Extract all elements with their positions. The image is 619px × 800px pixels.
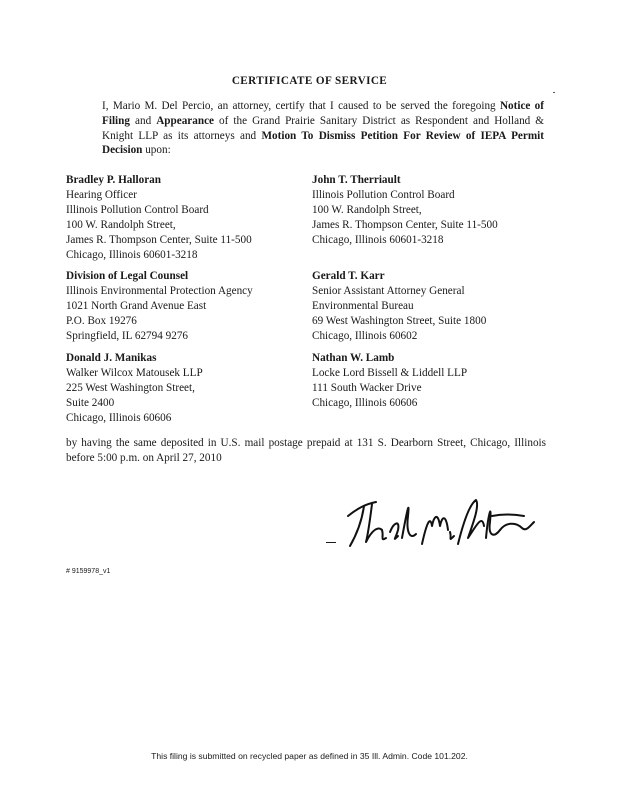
party-line: Illinois Environmental Protection Agency <box>66 284 253 297</box>
party-line: Illinois Pollution Control Board <box>312 188 455 201</box>
party-line: Chicago, Illinois 60602 <box>312 329 418 342</box>
signature-line <box>326 542 336 543</box>
intro-text-1: I, Mario M. Del Percio, an attorney, certify that I caused to be served the foregoing <box>102 100 500 112</box>
party-halloran <box>66 173 252 262</box>
party-line: 69 West Washington Street, Suite 1800 <box>312 314 487 327</box>
party-line: Chicago, Illinois 60601-3218 <box>66 248 198 261</box>
recycled-paper-footer: This filing is submitted on recycled paper as defined in 35 Ill. Admin. Code 101.202. <box>151 751 468 761</box>
document-title: CERTIFICATE OF SERVICE <box>231 75 388 87</box>
party-line: Suite 2400 <box>66 396 115 409</box>
notice-of-filing: Notice of Filing <box>102 100 544 127</box>
party-name: Gerald T. Karr <box>312 270 385 282</box>
party-line: Locke Lord Bissell & Liddell LLP <box>312 366 468 379</box>
party-line: Hearing Officer <box>66 188 137 201</box>
party-therriault <box>312 173 498 248</box>
appearance: Appearance <box>156 114 214 127</box>
document-number: # 9159978_v1 <box>66 568 111 575</box>
party-line: 225 West Washington Street, <box>66 381 195 394</box>
party-line: Walker Wilcox Matousek LLP <box>66 366 203 379</box>
motion-title: Motion To Dismiss Petition For Review of IEPA Permit Decision <box>102 129 544 157</box>
party-name: Bradley P. Halloran <box>66 174 161 186</box>
signature <box>336 486 536 556</box>
party-line: 100 W. Randolph Street, <box>66 218 176 231</box>
party-line: Chicago, Illinois 60606 <box>66 411 172 424</box>
party-line: Springfield, IL 62794 9276 <box>66 329 189 342</box>
party-line: Environmental Bureau <box>312 299 414 312</box>
party-name: Donald J. Manikas <box>66 352 157 364</box>
intro-text-2: and <box>129 114 157 127</box>
party-name: Nathan W. Lamb <box>312 352 395 364</box>
closing-paragraph: by having the same deposited in U.S. mail postage prepaid at 131 S. Dearborn Street, Chicago, Illinois before 5:00 p.m. on April 27, 2010 <box>66 437 546 464</box>
party-legal-counsel <box>66 269 253 344</box>
party-karr <box>312 269 486 344</box>
party-line: 111 South Wacker Drive <box>312 381 422 394</box>
party-line: James R. Thompson Center, Suite 11-500 <box>312 218 498 231</box>
party-line: James R. Thompson Center, Suite 11-500 <box>66 233 252 246</box>
certification-paragraph <box>66 99 544 158</box>
party-lamb <box>312 351 467 411</box>
party-line: Illinois Pollution Control Board <box>66 203 209 216</box>
party-line: Senior Assistant Attorney General <box>312 284 465 297</box>
intro-text-4: upon: <box>142 144 171 157</box>
intro-text-3: of the Grand Prairie Sanitary District as Respondent and Holland & Knight LLP as its attorneys and <box>102 114 544 142</box>
party-line: P.O. Box 19276 <box>66 314 137 327</box>
party-line: 1021 North Grand Avenue East <box>66 299 207 312</box>
party-manikas <box>66 351 203 426</box>
party-line: Chicago, Illinois 60606 <box>312 396 418 409</box>
party-name: Division of Legal Counsel <box>66 270 189 282</box>
party-name: John T. Therriault <box>312 174 401 186</box>
party-line: 100 W. Randolph Street, <box>312 203 422 216</box>
scan-mark <box>553 92 555 93</box>
party-line: Chicago, Illinois 60601-3218 <box>312 233 444 246</box>
